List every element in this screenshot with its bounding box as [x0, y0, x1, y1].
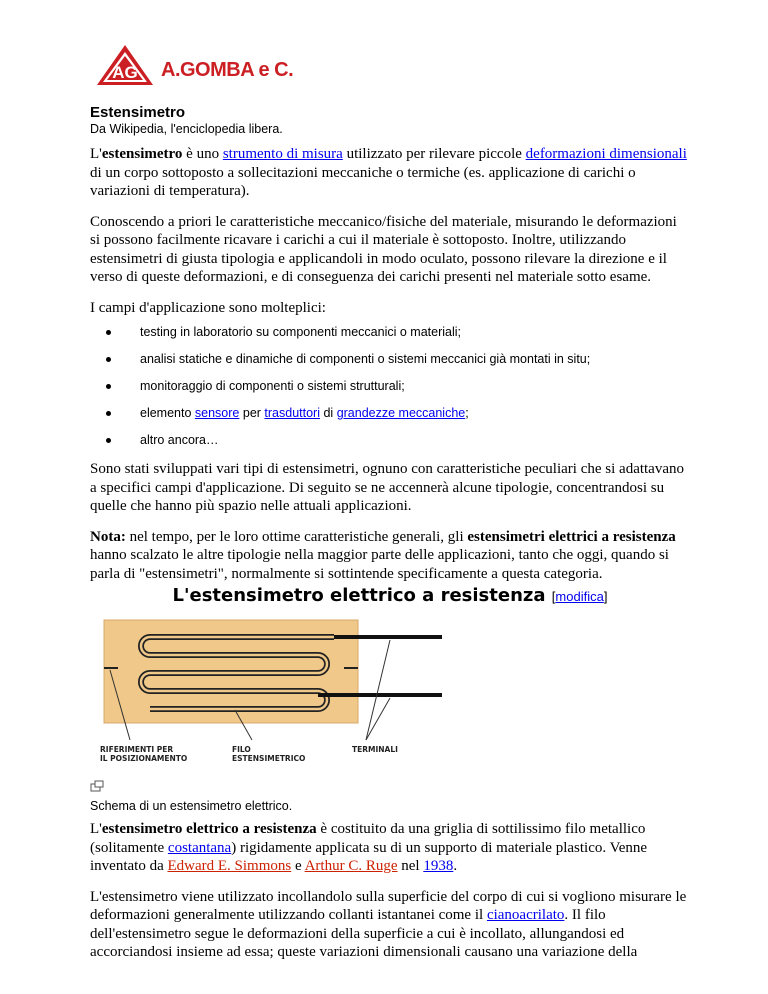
term-bold: estensimetro [101, 146, 183, 162]
strain-gauge-diagram [90, 612, 450, 772]
ag-logo-mark [95, 43, 165, 87]
paragraph-2: Conoscendo a priori le caratteristiche meccanico/fisiche del materiale, misurando le deformazioni si possono facilmente ricavare i carichi a cui il materiale è sottoposto. Inoltre, utilizzando estensimetri di giusta tipologia e applicandoli in modo oculato, possono rilevare la direzione e il verso di queste deformazioni, e di conseguenza dei carichi presenti nel materiale sotto esame. [90, 213, 677, 285]
list-item: monitoraggio di componenti o sistemi strutturali; [90, 379, 690, 394]
paragraph-6: L'estensimetro elettrico a resistenza è costituito da una griglia di sottilissimo filo metallico (solitamente costantana) rigidamente applicata su di un supporto di materiale plastico. Venne inventato da Edward E. Simmons e Arthur C. Ruge nel 1938. [90, 821, 648, 874]
article-content [90, 104, 690, 974]
link-cianoacrilato[interactable]: cianoacrilato [486, 907, 565, 923]
logo-mark-text: AG [112, 63, 138, 82]
company-logo [95, 43, 294, 87]
page-title: Estensimetro [90, 104, 186, 121]
strain-gauge-figure [90, 612, 450, 772]
bullet-icon [106, 357, 111, 362]
link-strumento-di-misura[interactable]: strumento di misura [222, 146, 343, 162]
link-sensore[interactable]: sensore [194, 406, 240, 420]
paragraph-7: L'estensimetro viene utilizzato incollandolo sulla superficie del corpo di cui si vogliono misurare le deformazioni generalmente utilizzando collanti istantanei come il cianoacrilato. Il filo dell'estensimetro segue le deformazioni della superficie a cui è incollato, allungandosi ed accorciandosi insieme ad essa; queste variazioni dimensionali causano una variazione della [90, 888, 687, 960]
link-deformazioni-dimensionali[interactable]: deformazioni dimensionali [525, 146, 687, 162]
link-costantana[interactable]: costantana [167, 839, 232, 856]
caption-text-block [90, 780, 292, 814]
list-item: testing in laboratorio su componenti meccanici o materiali; [90, 325, 690, 340]
list-item: altro ancora… [90, 433, 690, 448]
bullet-icon [106, 330, 111, 335]
paragraph-3: I campi d'applicazione sono molteplici: [90, 299, 326, 316]
label-estensimetrico: ESTENSIMETRICO [232, 754, 306, 763]
note-paragraph: Nota: nel tempo, per le loro ottime caratteristiche generali, gli estensimetri elettrici a resistenza hanno scalzato le altre tipologie nella maggior parte delle applicazioni, tanto che oggi, quando si parla di "estensimetri", normalmente si sottintende specificamente a questa categoria. [90, 528, 676, 582]
page-subtitle: Da Wikipedia, l'enciclopedia libera. [90, 122, 283, 136]
figure-caption: Schema di un estensimetro elettrico. [90, 799, 293, 813]
label-filo: FILO [232, 745, 251, 754]
figure-caption-row [90, 780, 690, 814]
label-riferimenti: RIFERIMENTI PER [100, 745, 174, 754]
bullet-icon [106, 411, 111, 416]
bullet-icon [106, 384, 111, 389]
section-heading: L'estensimetro elettrico a resistenza [modifica] [172, 585, 608, 606]
link-grandezze-meccaniche[interactable]: grandezze meccaniche [336, 406, 466, 420]
label-posizionamento: IL POSIZIONAMENTO [100, 754, 188, 763]
paragraph-4: Sono stati sviluppati vari tipi di estensimetri, ognuno con caratteristiche peculiari che si adattavano a specifici campi d'applicazione. Di seguito se ne accennerà alcune tipologie, concentrandosi su quelle che hanno più spazio nelle attuali applicazioni. [90, 461, 685, 514]
logo-text: A.GOMBA e C. [161, 59, 294, 81]
link-1938[interactable]: 1938 [423, 858, 454, 874]
list-item: elemento sensore per trasduttori di grandezze meccaniche; [90, 406, 690, 421]
edit-section-link[interactable]: modifica [555, 589, 604, 604]
link-arthur-ruge[interactable]: Arthur C. Ruge [304, 858, 398, 874]
list-item: analisi statiche e dinamiche di componenti o sistemi meccanici già montati in situ; [90, 352, 690, 367]
intro-paragraph: L'estensimetro è uno strumento di misura utilizzato per rilevare piccole deformazioni dimensionali di un corpo sottoposto a sollecitazioni meccaniche o termiche (es. applicazione di carichi o variazioni di temperatura). [90, 146, 687, 199]
bullet-icon [106, 438, 111, 443]
link-edward-simmons[interactable]: Edward E. Simmons [167, 858, 292, 874]
enlarge-icon[interactable] [90, 780, 104, 792]
link-trasduttori[interactable]: trasduttori [264, 406, 320, 420]
label-terminali: TERMINALI [352, 745, 398, 754]
applications-list [90, 325, 690, 448]
